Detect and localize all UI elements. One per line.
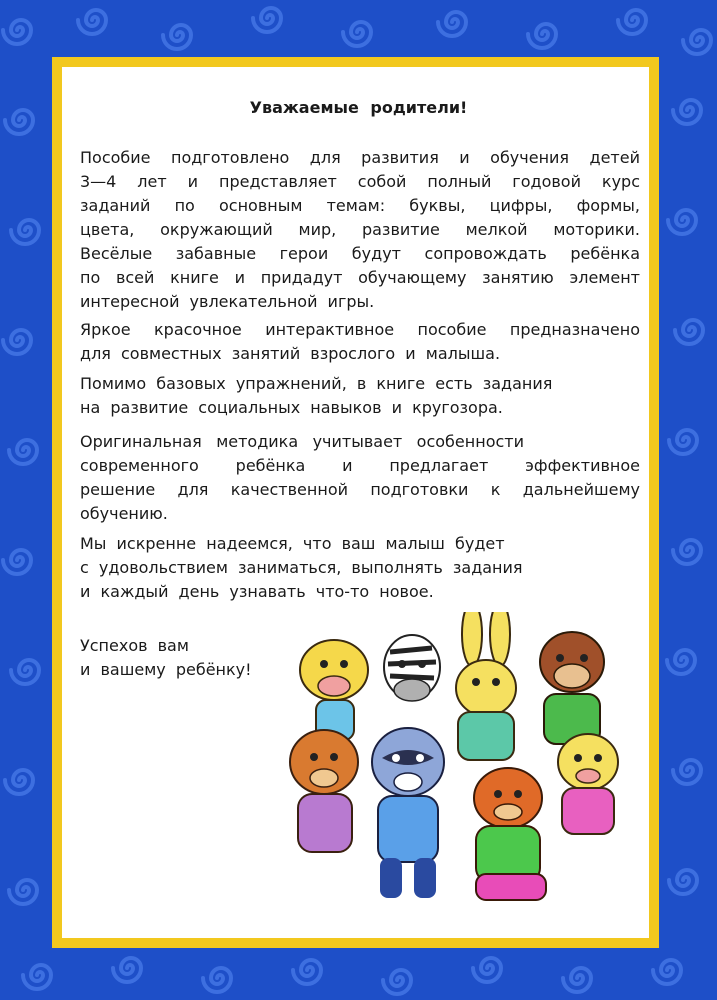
squirrel-character-icon [474,768,546,900]
text-line: Весёлые забавные герои будут сопровождать ребёнка [80,244,640,263]
bunny-character-icon [456,612,516,760]
lion-character-icon [300,640,368,740]
text-line: по всей книге и придадут обучающему занятию элемент [80,268,640,287]
raccoon-character-icon [372,728,444,898]
text-line: с удовольствием заниматься, выполнять задания [80,558,523,577]
text-line: заданий по основным темам: буквы, цифры, формы, [80,196,640,215]
page-title: Уважаемые родители! [249,98,468,117]
text-line: интересной увлекательной игры. [80,292,375,311]
cat-character-icon [558,734,618,834]
paragraph-wish [80,532,640,604]
closing-greeting [80,634,280,682]
text-line: и каждый день узнавать что-то новое. [80,582,434,601]
text-line: 3—4 лет и представляет собой полный годовой курс [80,172,640,191]
text-line: Мы искренне надеемся, что ваш малыш будет [80,534,505,553]
text-line: и вашему ребёнку! [80,660,252,679]
paragraph-interactive [80,318,640,366]
text-line: современного ребёнка и предлагает эффективное [80,456,640,475]
text-line: на развитие социальных навыков и кругозора. [80,398,503,417]
cartoon-animals-illustration [272,612,652,932]
dog-character-icon [540,632,604,744]
text-line: Успехов вам [80,636,189,655]
text-line: Оригинальная методика учитывает особенности [80,432,524,451]
zebra-character-icon [384,635,440,701]
text-line: Помимо базовых упражнений, в книге есть задания [80,374,553,393]
bear-character-icon [290,730,358,852]
text-line: обучению. [80,504,168,523]
text-line: Яркое красочное интерактивное пособие предназначено [80,320,640,339]
text-line: цвета, окружающий мир, развитие мелкой моторики. [80,220,640,239]
paragraph-intro [80,146,640,314]
paragraph-method [80,430,640,526]
text-line: Пособие подготовлено для развития и обучения детей [80,148,640,167]
text-line: решение для качественной подготовки к дальнейшему [80,480,640,499]
text-line: для совместных занятий взрослого и малыша. [80,344,501,363]
paragraph-skills [80,372,640,420]
